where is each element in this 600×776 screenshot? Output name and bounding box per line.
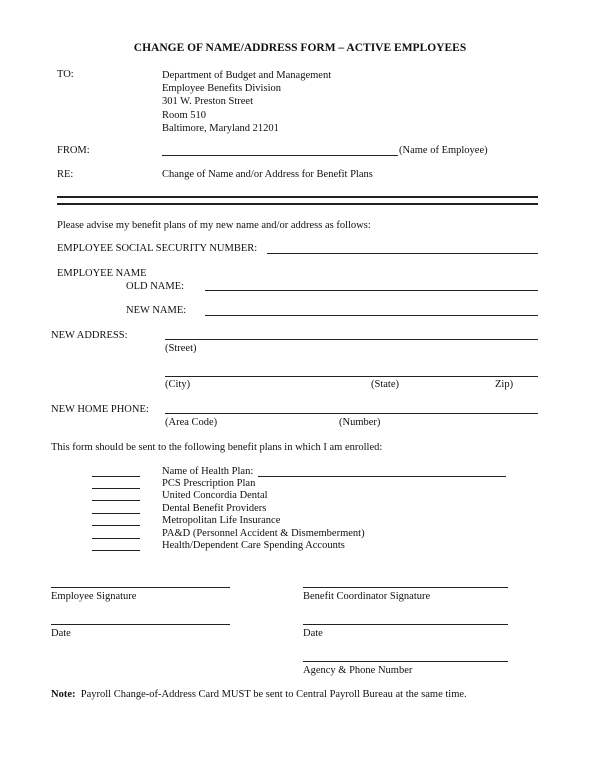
- to-label: TO:: [57, 69, 74, 80]
- plan-checkbox-line[interactable]: [92, 525, 140, 526]
- plan-checkbox-line[interactable]: [92, 538, 140, 539]
- employee-signature-caption: Employee Signature: [51, 591, 137, 602]
- note-label: Note:: [51, 689, 76, 700]
- ssn-input[interactable]: [267, 253, 538, 254]
- new-phone-label: NEW HOME PHONE:: [51, 404, 149, 415]
- to-line: Employee Benefits Division: [162, 83, 281, 95]
- re-label: RE:: [57, 169, 74, 180]
- city-state-zip-input[interactable]: [165, 376, 538, 377]
- intro-text: Please advise my benefit plans of my new name and/or address as follows:: [57, 220, 371, 231]
- old-name-label: OLD NAME:: [126, 281, 185, 292]
- street-input[interactable]: [165, 339, 538, 340]
- coordinator-signature-caption: Benefit Coordinator Signature: [303, 591, 431, 602]
- plan-item: Name of Health Plan:: [162, 466, 254, 477]
- plan-checkbox-line[interactable]: [92, 488, 140, 489]
- to-line: Room 510: [162, 109, 207, 121]
- employee-name-heading: EMPLOYEE NAME: [57, 268, 147, 279]
- plan-item: PA&D (Personnel Accident & Dismemberment): [162, 528, 365, 539]
- to-line: Baltimore, Maryland 21201: [162, 122, 279, 134]
- agency-phone-caption: Agency & Phone Number: [303, 665, 413, 676]
- plan-item: Health/Dependent Care Spending Accounts: [162, 540, 345, 551]
- plan-item: Metropolitan Life Insurance: [162, 515, 281, 526]
- health-plan-name-input[interactable]: [258, 476, 506, 477]
- new-name-label: NEW NAME:: [126, 305, 187, 316]
- coordinator-date-caption: Date: [303, 628, 323, 639]
- from-label: FROM:: [57, 145, 90, 156]
- plan-checkbox-line[interactable]: [92, 513, 140, 514]
- coordinator-signature-input[interactable]: [303, 587, 508, 588]
- from-name-input[interactable]: [162, 155, 398, 156]
- area-code-caption: (Area Code): [165, 417, 218, 428]
- city-caption: (City): [165, 379, 191, 390]
- street-caption: (Street): [165, 343, 197, 354]
- new-address-label: NEW ADDRESS:: [51, 330, 128, 341]
- divider-bottom: [57, 203, 538, 205]
- plan-item: PCS Prescription Plan: [162, 478, 256, 489]
- employee-date-caption: Date: [51, 628, 71, 639]
- employee-date-input[interactable]: [51, 624, 230, 625]
- plans-intro: This form should be sent to the following benefit plans in which I am enrolled:: [51, 442, 383, 453]
- re-text: Change of Name and/or Address for Benefit Plans: [162, 169, 373, 180]
- to-line: Department of Budget and Management: [162, 70, 332, 81]
- to-address-block: [162, 69, 331, 135]
- from-name-caption: (Name of Employee): [399, 145, 488, 156]
- divider-top: [57, 196, 538, 198]
- plan-item: United Concordia Dental: [162, 490, 268, 501]
- note-text: Payroll Change-of-Address Card MUST be sent to Central Payroll Bureau at the same time.: [80, 689, 467, 700]
- phone-input[interactable]: [165, 413, 538, 414]
- plan-checkbox-line[interactable]: [92, 550, 140, 551]
- new-name-input[interactable]: [205, 315, 538, 316]
- zip-caption: Zip): [495, 379, 514, 390]
- plan-checkbox-line[interactable]: [92, 500, 140, 501]
- form-title: CHANGE OF NAME/ADDRESS FORM – ACTIVE EMPLOYEES: [133, 42, 467, 54]
- number-caption: (Number): [339, 417, 381, 428]
- ssn-label: EMPLOYEE SOCIAL SECURITY NUMBER:: [57, 243, 258, 254]
- to-line: 301 W. Preston Street: [162, 96, 253, 108]
- footer-note: [51, 689, 467, 700]
- employee-signature-input[interactable]: [51, 587, 230, 588]
- plan-item: Dental Benefit Providers: [162, 503, 267, 514]
- state-caption: (State): [371, 379, 399, 390]
- old-name-input[interactable]: [205, 290, 538, 291]
- coordinator-date-input[interactable]: [303, 624, 508, 625]
- agency-phone-input[interactable]: [303, 661, 508, 662]
- plan-checkbox-line[interactable]: [92, 476, 140, 477]
